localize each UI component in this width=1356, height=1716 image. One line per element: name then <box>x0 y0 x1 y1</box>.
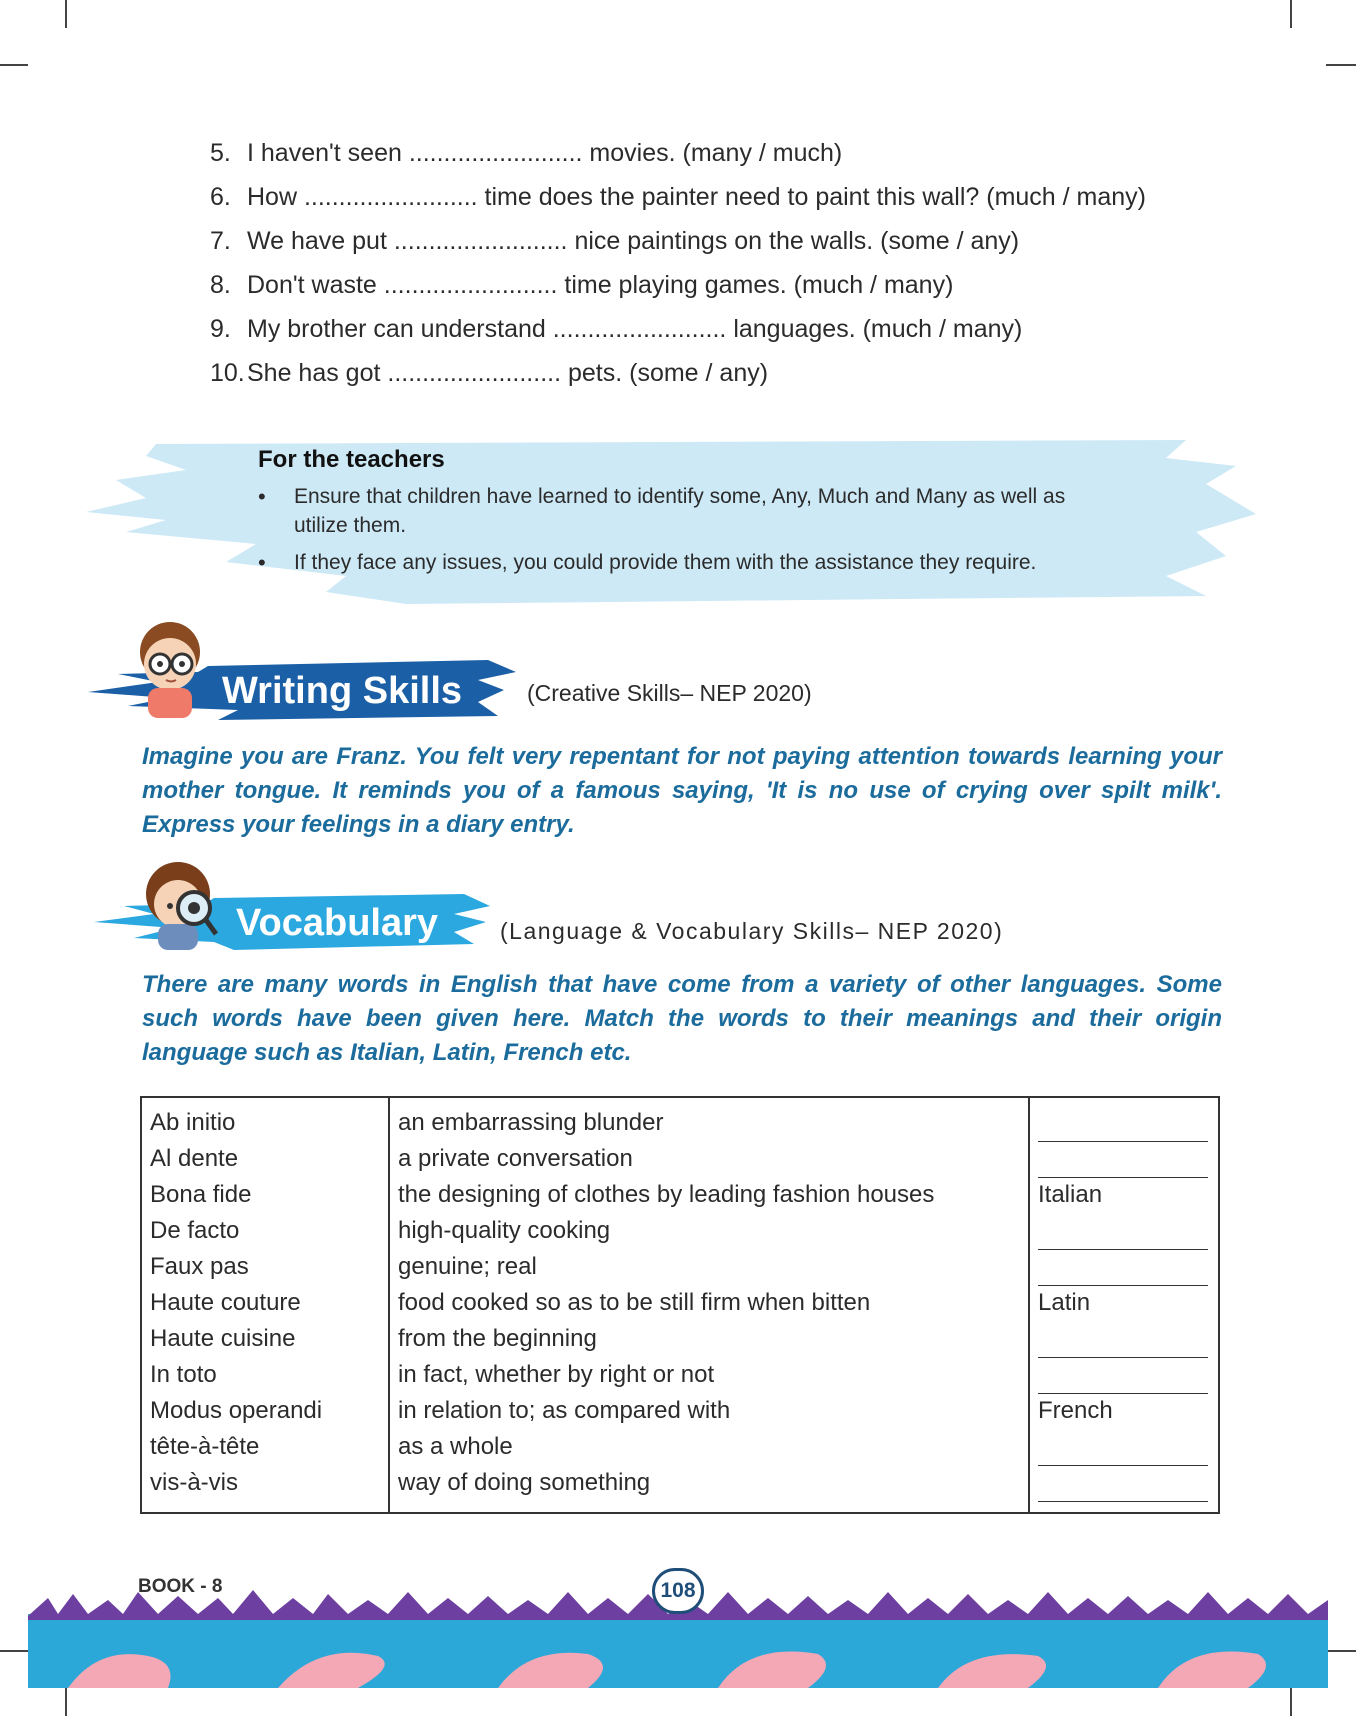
word-cell: Haute cuisine <box>150 1325 296 1352</box>
origin-answer-blank[interactable] <box>1038 1430 1208 1466</box>
crop-mark <box>65 0 67 28</box>
word-cell: Bona fide <box>150 1181 252 1208</box>
item-number: 8. <box>210 271 231 299</box>
origin-answer-blank[interactable] <box>1038 1466 1208 1502</box>
item-text: I haven't seen ......................... movies. (many / much) <box>247 139 843 167</box>
writing-skills-title: Writing Skills <box>222 670 463 712</box>
meaning-cell: the designing of clothes by leading fashion houses <box>398 1181 935 1208</box>
vocabulary-prompt: There are many words in English that have come from a variety of other languages. Some such words have been given here. Match the words to their meanings and their origin language such as Italian, Latin, French etc. <box>142 971 1222 1066</box>
teacher-note-item <box>258 548 1098 577</box>
item-text: Don't waste ......................... time playing games. (much / many) <box>247 271 954 299</box>
origin-label: Latin <box>1038 1289 1091 1316</box>
item-number: 9. <box>210 315 231 343</box>
origin-answer-blank[interactable] <box>1038 1358 1208 1394</box>
word-cell: De facto <box>150 1217 240 1244</box>
item-text: How ......................... time does the painter need to paint this wall? (much / many) <box>247 183 1146 211</box>
teacher-note <box>258 446 1138 585</box>
origin-answer-blank[interactable] <box>1038 1250 1208 1286</box>
item-number: 5. <box>210 139 231 167</box>
meaning-cell: a private conversation <box>398 1145 633 1172</box>
meaning-cell: food cooked so as to be still firm when bitten <box>398 1289 871 1316</box>
bullet-icon: • <box>258 484 266 509</box>
teacher-note-list <box>258 482 1138 577</box>
crop-mark <box>1326 1650 1356 1652</box>
crop-mark <box>1290 0 1292 28</box>
word-cell: vis-à-vis <box>150 1469 238 1496</box>
meaning-cell: from the beginning <box>398 1325 597 1352</box>
crop-mark <box>0 64 28 66</box>
vocabulary-title: Vocabulary <box>236 902 439 944</box>
origin-answer-blank[interactable] <box>1038 1322 1208 1358</box>
origin-answer-blank[interactable] <box>1038 1106 1208 1142</box>
item-text: We have put ......................... nice paintings on the walls. (some / any) <box>247 227 1020 255</box>
item-number: 6. <box>210 183 231 211</box>
crop-mark <box>65 1688 67 1716</box>
origin-answer-blank[interactable] <box>1038 1214 1208 1250</box>
exercise-item <box>210 224 1170 268</box>
exercise-item <box>210 356 1170 400</box>
exercise-item <box>210 312 1170 356</box>
teacher-note-text: If they face any issues, you could provide them with the assistance they require. <box>294 551 1037 574</box>
vocabulary-subtitle: (Language & Vocabulary Skills– NEP 2020) <box>500 918 1004 944</box>
meaning-cell: way of doing something <box>398 1469 651 1496</box>
word-cell: Haute couture <box>150 1289 301 1316</box>
bullet-icon: • <box>258 550 266 575</box>
item-number: 10. <box>210 359 245 387</box>
word-cell: Al dente <box>150 1145 239 1172</box>
teacher-note-heading: For the teachers <box>258 446 445 473</box>
book-label: BOOK - 8 <box>138 1576 223 1597</box>
page-number: 108 <box>652 1568 704 1614</box>
meaning-cell: an embarrassing blunder <box>398 1109 664 1136</box>
exercise-item <box>210 136 1170 180</box>
item-number: 7. <box>210 227 231 255</box>
meanings-column <box>390 1098 1030 1512</box>
exercise-item <box>210 268 1170 312</box>
word-cell: Ab initio <box>150 1109 236 1136</box>
meaning-cell: in relation to; as compared with <box>398 1397 731 1424</box>
writing-skills-subtitle: (Creative Skills– NEP 2020) <box>527 680 812 706</box>
crop-mark <box>1290 1688 1292 1716</box>
word-cell: Modus operandi <box>150 1397 323 1424</box>
meaning-cell: as a whole <box>398 1433 513 1460</box>
crop-mark <box>1326 64 1356 66</box>
meaning-cell: genuine; real <box>398 1253 537 1280</box>
teacher-note-text: Ensure that children have learned to identify some, Any, Much and Many as well as utilize them. <box>294 485 1066 537</box>
boy-character-icon <box>140 622 200 718</box>
crop-mark <box>0 1650 28 1652</box>
origin-label: French <box>1038 1397 1113 1424</box>
exercise-item <box>210 180 1170 224</box>
writing-prompt: Imagine you are Franz. You felt very repentant for not paying attention towards learning your mother tongue. It reminds you of a famous saying, 'It is no use of crying over spilt milk'. Express your feelings in a diary entry. <box>142 743 1222 838</box>
exercise-list <box>210 136 1170 400</box>
meaning-cell: in fact, whether by right or not <box>398 1361 715 1388</box>
item-text: She has got ......................... pets. (some / any) <box>247 359 769 387</box>
teacher-note-item <box>258 482 1098 540</box>
origin-column <box>1030 1098 1218 1512</box>
origin-label: Italian <box>1038 1181 1103 1208</box>
vocabulary-match-table <box>140 1096 1220 1514</box>
word-cell: Faux pas <box>150 1253 249 1280</box>
word-cell: In toto <box>150 1361 217 1388</box>
words-column <box>142 1098 390 1512</box>
meaning-cell: high-quality cooking <box>398 1217 611 1244</box>
word-cell: tête-à-tête <box>150 1433 260 1460</box>
item-text: My brother can understand ......................... languages. (much / many) <box>247 315 1023 343</box>
origin-answer-blank[interactable] <box>1038 1142 1208 1178</box>
